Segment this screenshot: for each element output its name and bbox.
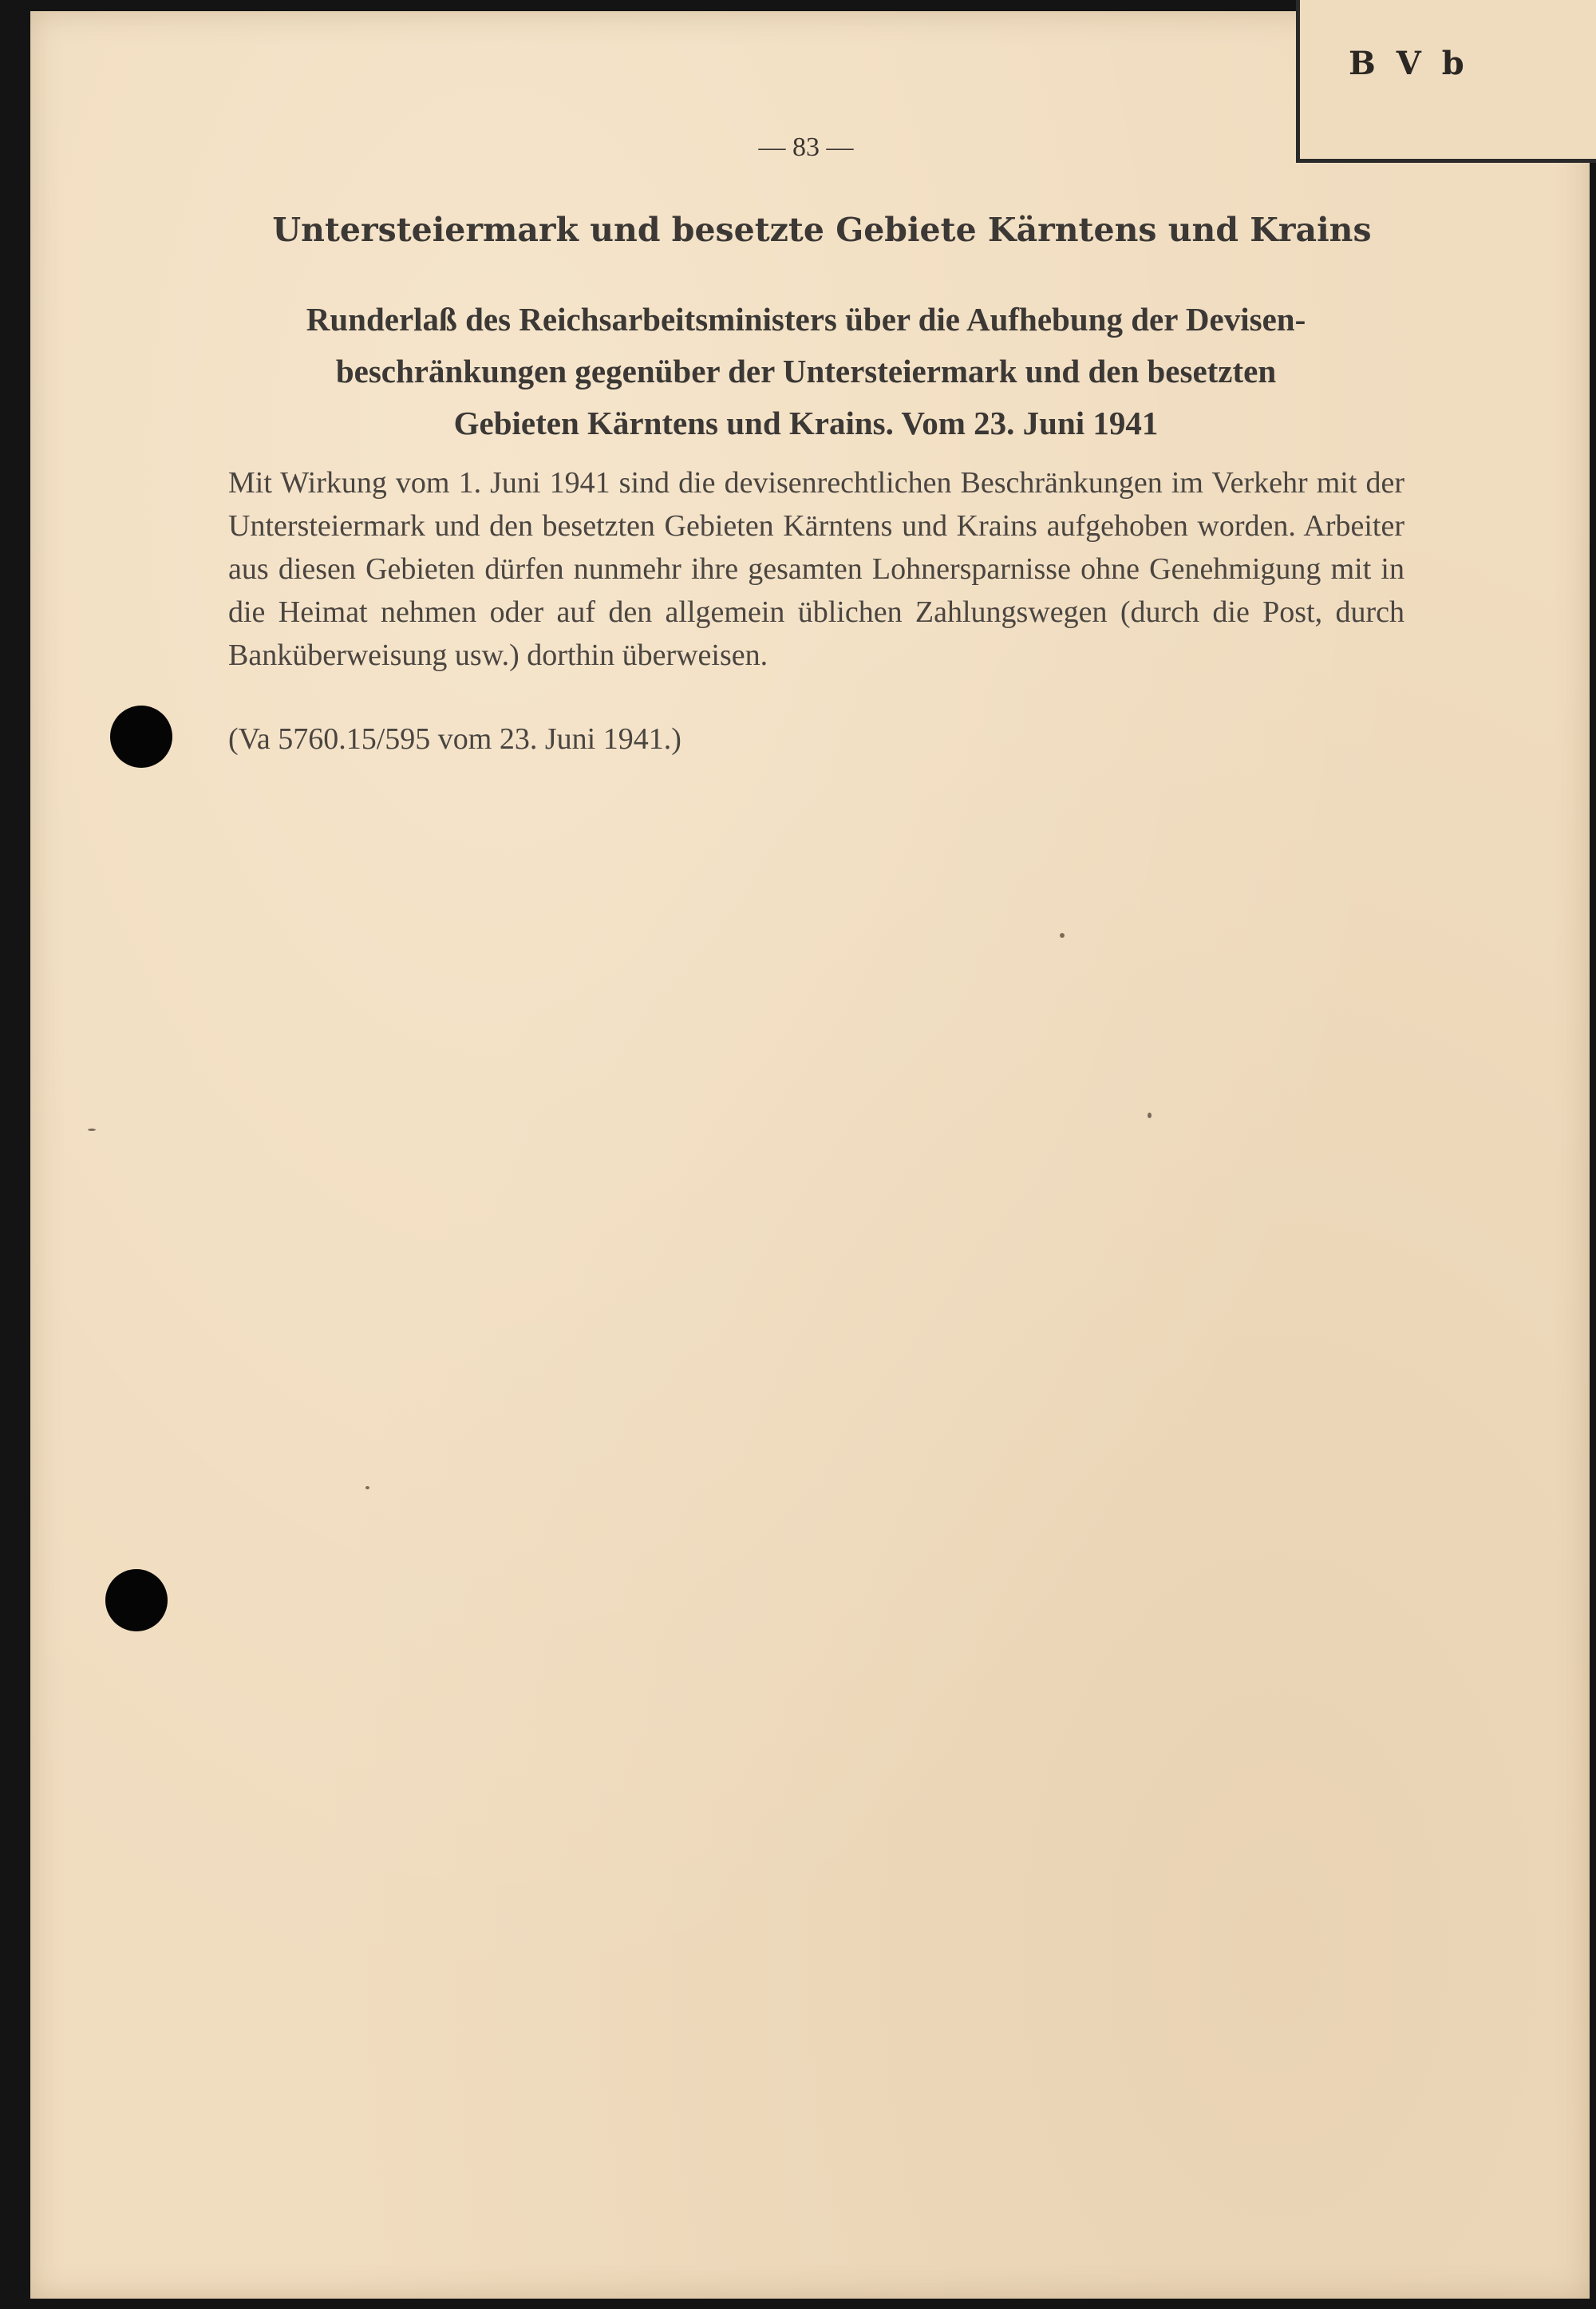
body-paragraph: Mit Wirkung vom 1. Juni 1941 sind die devisenrechtlichen Beschränkungen im Verkehr mit der Untersteiermark und den besetzten Gebieten Kärntens und Krains aufgehoben worden. Arbeiter aus diesen Gebieten dürfen nunmehr ihre gesamten Lohnersparnisse ohne Genehmigung mit in die Heimat nehmen oder auf den allgemein üblichen Zahlungswegen (durch die Post, durch Banküberweisung usw.) dorthin überweisen. xyxy=(228,466,1404,672)
decree-title-line: Gebieten Kärntens und Krains. Vom 23. Juni 1941 xyxy=(453,405,1159,441)
paper-speck xyxy=(88,1129,96,1131)
paper-speck xyxy=(365,1486,369,1489)
decree-title-line: beschränkungen gegenüber der Untersteiermark und den besetzten xyxy=(335,353,1277,389)
section-heading: Untersteiermark und besetzte Gebiete Kärntens und Krains xyxy=(272,211,1372,249)
punch-hole xyxy=(110,706,172,768)
punch-hole xyxy=(105,1569,168,1631)
reference-note: (Va 5760.15/595 vom 23. Juni 1941.) xyxy=(228,722,681,756)
decree-title-line: Runderlaß des Reichsarbeitsministers über die Aufhebung der Devisen- xyxy=(306,301,1306,338)
decree-title xyxy=(215,294,1396,449)
paper-speck xyxy=(1148,1113,1152,1118)
register-tab-label: B V b xyxy=(1349,45,1469,82)
paper-speck xyxy=(1060,933,1065,938)
page-number: — 83 — xyxy=(758,132,854,162)
